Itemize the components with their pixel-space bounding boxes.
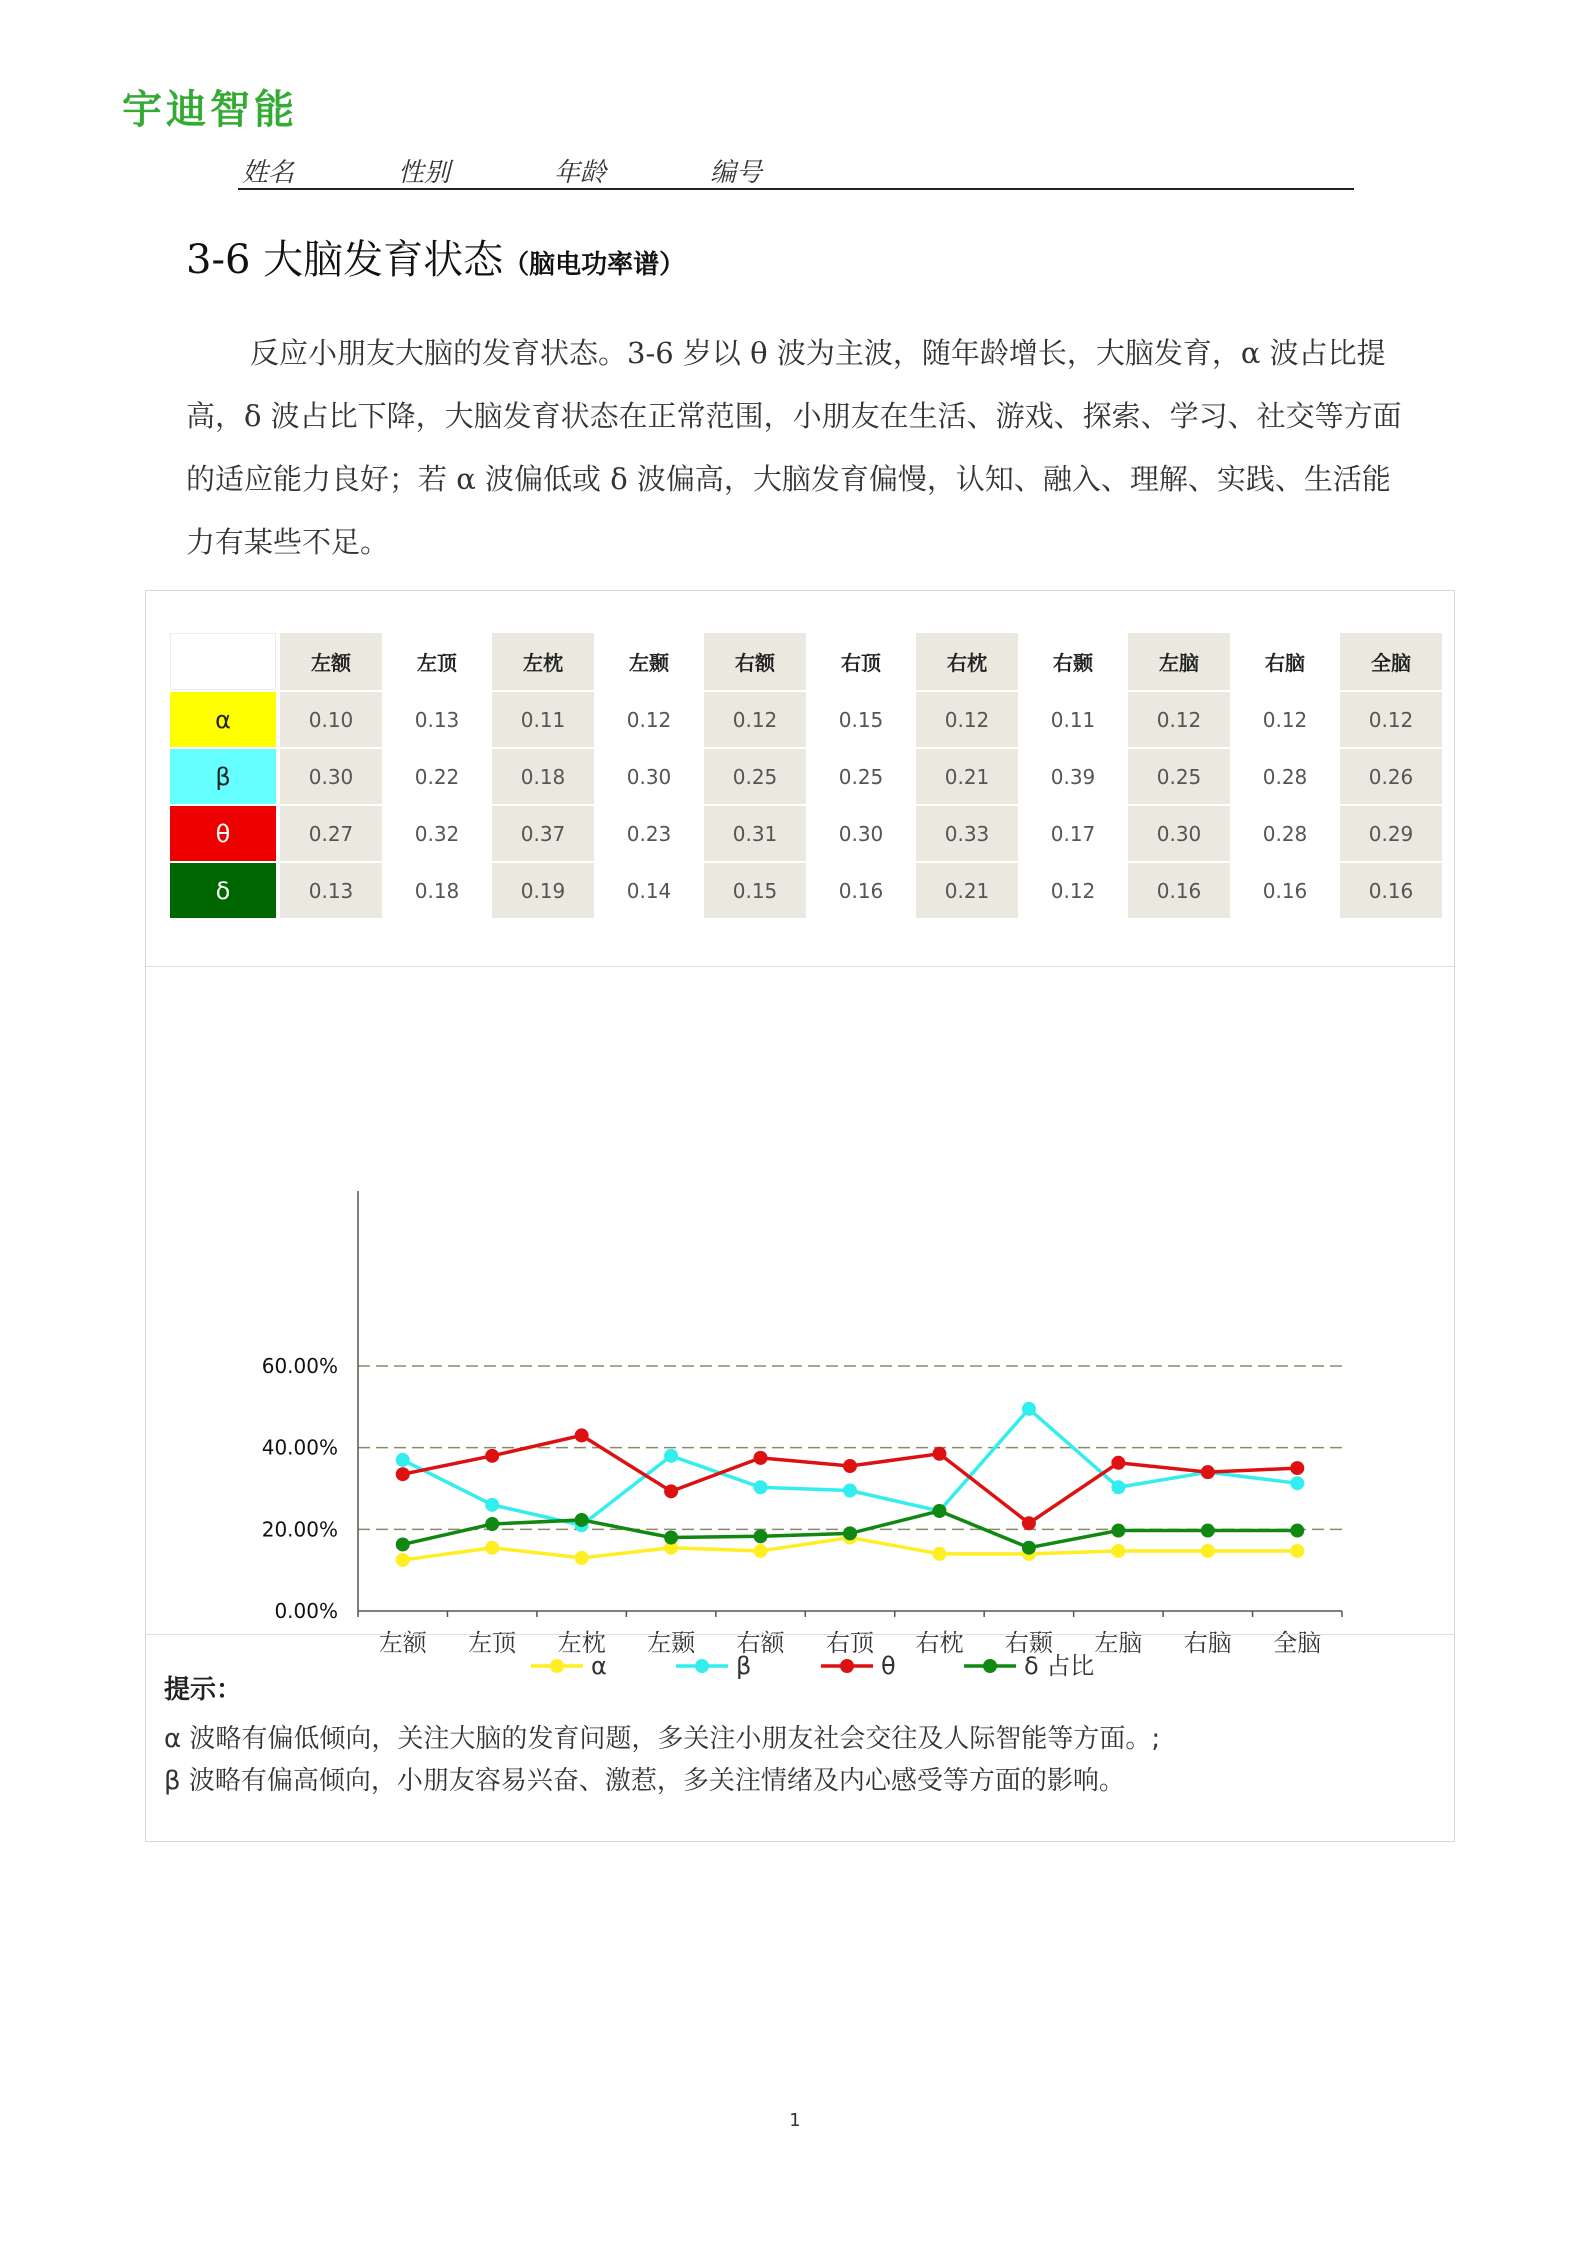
table-cell: 0.25 bbox=[704, 749, 806, 804]
table-cell: 0.12 bbox=[1234, 692, 1336, 747]
table-cell: 0.19 bbox=[492, 863, 594, 918]
x-tick-label: 右枕 bbox=[915, 1629, 964, 1657]
wave-label: δ bbox=[170, 863, 276, 918]
data-point bbox=[1111, 1544, 1125, 1558]
x-tick-label: 左颞 bbox=[647, 1629, 696, 1657]
table-cell: 0.27 bbox=[280, 806, 382, 861]
table-row bbox=[170, 749, 1442, 804]
panel-divider bbox=[146, 966, 1454, 967]
power-spectrum-table bbox=[166, 631, 1446, 920]
data-point bbox=[1201, 1465, 1215, 1479]
data-point bbox=[485, 1517, 499, 1531]
data-point bbox=[575, 1513, 589, 1527]
column-header: 右颞 bbox=[1022, 633, 1124, 690]
table-cell: 0.33 bbox=[916, 806, 1018, 861]
table-cell: 0.39 bbox=[1022, 749, 1124, 804]
column-header: 左额 bbox=[280, 633, 382, 690]
table-cell: 0.21 bbox=[916, 749, 1018, 804]
table-cell: 0.30 bbox=[280, 749, 382, 804]
table-cell: 0.23 bbox=[598, 806, 700, 861]
table-corner bbox=[170, 633, 276, 690]
table-cell: 0.18 bbox=[386, 863, 488, 918]
data-point bbox=[1111, 1524, 1125, 1538]
age-label: 年龄 bbox=[554, 158, 607, 188]
table-row bbox=[170, 863, 1442, 918]
legend-label: β bbox=[736, 1652, 752, 1680]
column-header: 左枕 bbox=[492, 633, 594, 690]
id-label: 编号 bbox=[710, 158, 763, 188]
table-cell: 0.16 bbox=[810, 863, 912, 918]
data-point bbox=[932, 1547, 946, 1561]
legend-label: θ bbox=[881, 1652, 896, 1680]
report-panel bbox=[145, 590, 1455, 1842]
wave-label: θ bbox=[170, 806, 276, 861]
patient-info-bar bbox=[238, 150, 1354, 190]
section-title-text: 3-6 大脑发育状态 bbox=[186, 237, 504, 283]
data-point bbox=[485, 1498, 499, 1512]
tips-section bbox=[164, 1669, 1160, 1802]
table-cell: 0.11 bbox=[492, 692, 594, 747]
column-header: 左颞 bbox=[598, 633, 700, 690]
table-cell: 0.18 bbox=[492, 749, 594, 804]
x-tick-label: 右额 bbox=[736, 1629, 785, 1657]
data-point bbox=[664, 1449, 678, 1463]
table-cell: 0.15 bbox=[704, 863, 806, 918]
column-header: 右额 bbox=[704, 633, 806, 690]
column-header: 右脑 bbox=[1234, 633, 1336, 690]
data-point bbox=[1111, 1456, 1125, 1470]
y-tick-label: 0.00% bbox=[274, 1599, 338, 1623]
data-point bbox=[1022, 1541, 1036, 1555]
column-header: 左顶 bbox=[386, 633, 488, 690]
tip-line: α 波略有偏低倾向，关注大脑的发育问题，多关注小朋友社会交往及人际智能等方面。; bbox=[164, 1724, 1161, 1754]
table-cell: 0.12 bbox=[704, 692, 806, 747]
data-point bbox=[843, 1526, 857, 1540]
data-point bbox=[754, 1451, 768, 1465]
name-label: 姓名 bbox=[242, 158, 295, 188]
data-point bbox=[1290, 1461, 1304, 1475]
x-tick-label: 右脑 bbox=[1183, 1629, 1232, 1657]
table-cell: 0.37 bbox=[492, 806, 594, 861]
x-tick-label: 左脑 bbox=[1094, 1629, 1143, 1657]
tips-heading: 提示： bbox=[164, 1675, 243, 1705]
data-point bbox=[932, 1447, 946, 1461]
table-cell: 0.12 bbox=[1340, 692, 1442, 747]
table-cell: 0.15 bbox=[810, 692, 912, 747]
data-point bbox=[754, 1544, 768, 1558]
y-tick-label: 60.00% bbox=[261, 1354, 338, 1378]
table-cell: 0.25 bbox=[1128, 749, 1230, 804]
page-number: 1 bbox=[789, 2110, 801, 2131]
x-tick-label: 右顶 bbox=[826, 1629, 874, 1657]
x-tick-label: 全脑 bbox=[1273, 1629, 1322, 1657]
brand-logo: 宇迪智能 bbox=[122, 87, 298, 133]
data-point bbox=[843, 1459, 857, 1473]
table-cell: 0.10 bbox=[280, 692, 382, 747]
data-point bbox=[1022, 1402, 1036, 1416]
data-point bbox=[396, 1467, 410, 1481]
table-cell: 0.26 bbox=[1340, 749, 1442, 804]
section-subtitle: （脑电功率谱） bbox=[503, 250, 686, 280]
data-point bbox=[396, 1553, 410, 1567]
wave-label: β bbox=[170, 749, 276, 804]
power-spectrum-line-chart bbox=[146, 971, 1454, 1680]
wave-label: α bbox=[170, 692, 276, 747]
table-cell: 0.14 bbox=[598, 863, 700, 918]
table-cell: 0.28 bbox=[1234, 749, 1336, 804]
table-cell: 0.16 bbox=[1234, 863, 1336, 918]
data-point bbox=[843, 1484, 857, 1498]
table-cell: 0.12 bbox=[1128, 692, 1230, 747]
column-header: 右枕 bbox=[916, 633, 1018, 690]
data-point bbox=[932, 1504, 946, 1518]
table-cell: 0.13 bbox=[386, 692, 488, 747]
table-cell: 0.12 bbox=[916, 692, 1018, 747]
data-point bbox=[754, 1529, 768, 1543]
legend-label: α bbox=[591, 1652, 607, 1680]
data-point bbox=[664, 1531, 678, 1545]
table-cell: 0.17 bbox=[1022, 806, 1124, 861]
data-point bbox=[1290, 1476, 1304, 1490]
data-point bbox=[1022, 1516, 1036, 1530]
y-tick-label: 40.00% bbox=[261, 1435, 338, 1460]
x-tick-label: 左顶 bbox=[468, 1629, 517, 1657]
table-cell: 0.28 bbox=[1234, 806, 1336, 861]
data-point bbox=[664, 1484, 678, 1498]
table-cell: 0.16 bbox=[1128, 863, 1230, 918]
table-cell: 0.12 bbox=[598, 692, 700, 747]
column-header: 左脑 bbox=[1128, 633, 1230, 690]
table-cell: 0.32 bbox=[386, 806, 488, 861]
y-tick-label: 20.00% bbox=[261, 1517, 338, 1542]
table-cell: 0.30 bbox=[1128, 806, 1230, 861]
legend-label: δ 占比 bbox=[1024, 1652, 1095, 1680]
data-point bbox=[396, 1537, 410, 1551]
table-cell: 0.22 bbox=[386, 749, 488, 804]
column-header: 右顶 bbox=[810, 633, 912, 690]
x-tick-label: 左额 bbox=[378, 1629, 427, 1657]
table-row bbox=[170, 806, 1442, 861]
section-title bbox=[186, 228, 685, 285]
data-point bbox=[1201, 1544, 1215, 1558]
gender-label: 性别 bbox=[398, 158, 451, 188]
table-row bbox=[170, 692, 1442, 747]
data-point bbox=[1290, 1524, 1304, 1538]
x-tick-label: 右颞 bbox=[1004, 1629, 1053, 1657]
x-tick-label: 左枕 bbox=[557, 1629, 606, 1657]
table-cell: 0.30 bbox=[810, 806, 912, 861]
table-cell: 0.30 bbox=[598, 749, 700, 804]
data-point bbox=[1201, 1524, 1215, 1538]
table-cell: 0.21 bbox=[916, 863, 1018, 918]
data-point bbox=[1290, 1544, 1304, 1558]
data-point bbox=[575, 1551, 589, 1565]
table-cell: 0.13 bbox=[280, 863, 382, 918]
table-header-row bbox=[170, 633, 1442, 690]
panel-divider bbox=[146, 1634, 1454, 1635]
tip-line: β 波略有偏高倾向，小朋友容易兴奋、激惹，多关注情绪及内心感受等方面的影响。 bbox=[164, 1766, 1125, 1796]
data-point bbox=[754, 1480, 768, 1494]
data-point bbox=[485, 1449, 499, 1463]
table-cell: 0.31 bbox=[704, 806, 806, 861]
table-cell: 0.29 bbox=[1340, 806, 1442, 861]
data-point bbox=[396, 1453, 410, 1467]
data-point bbox=[485, 1541, 499, 1555]
column-header: 全脑 bbox=[1340, 633, 1442, 690]
table-cell: 0.12 bbox=[1022, 863, 1124, 918]
table-cell: 0.25 bbox=[810, 749, 912, 804]
table-cell: 0.11 bbox=[1022, 692, 1124, 747]
intro-paragraph: 反应小朋友大脑的发育状态。3-6 岁以 θ 波为主波，随年龄增长，大脑发育，α 波占比提高，δ 波占比下降，大脑发育状态在正常范围，小朋友在生活、游戏、探索、学习、社交等方面的适应能力良好；若 α 波偏低或 δ 波偏高，大脑发育偏慢，认知、融入、理解、实践、生活能力有某些不足。 bbox=[186, 336, 1402, 559]
data-point bbox=[575, 1428, 589, 1442]
table-cell: 0.16 bbox=[1340, 863, 1442, 918]
data-point bbox=[1111, 1480, 1125, 1494]
